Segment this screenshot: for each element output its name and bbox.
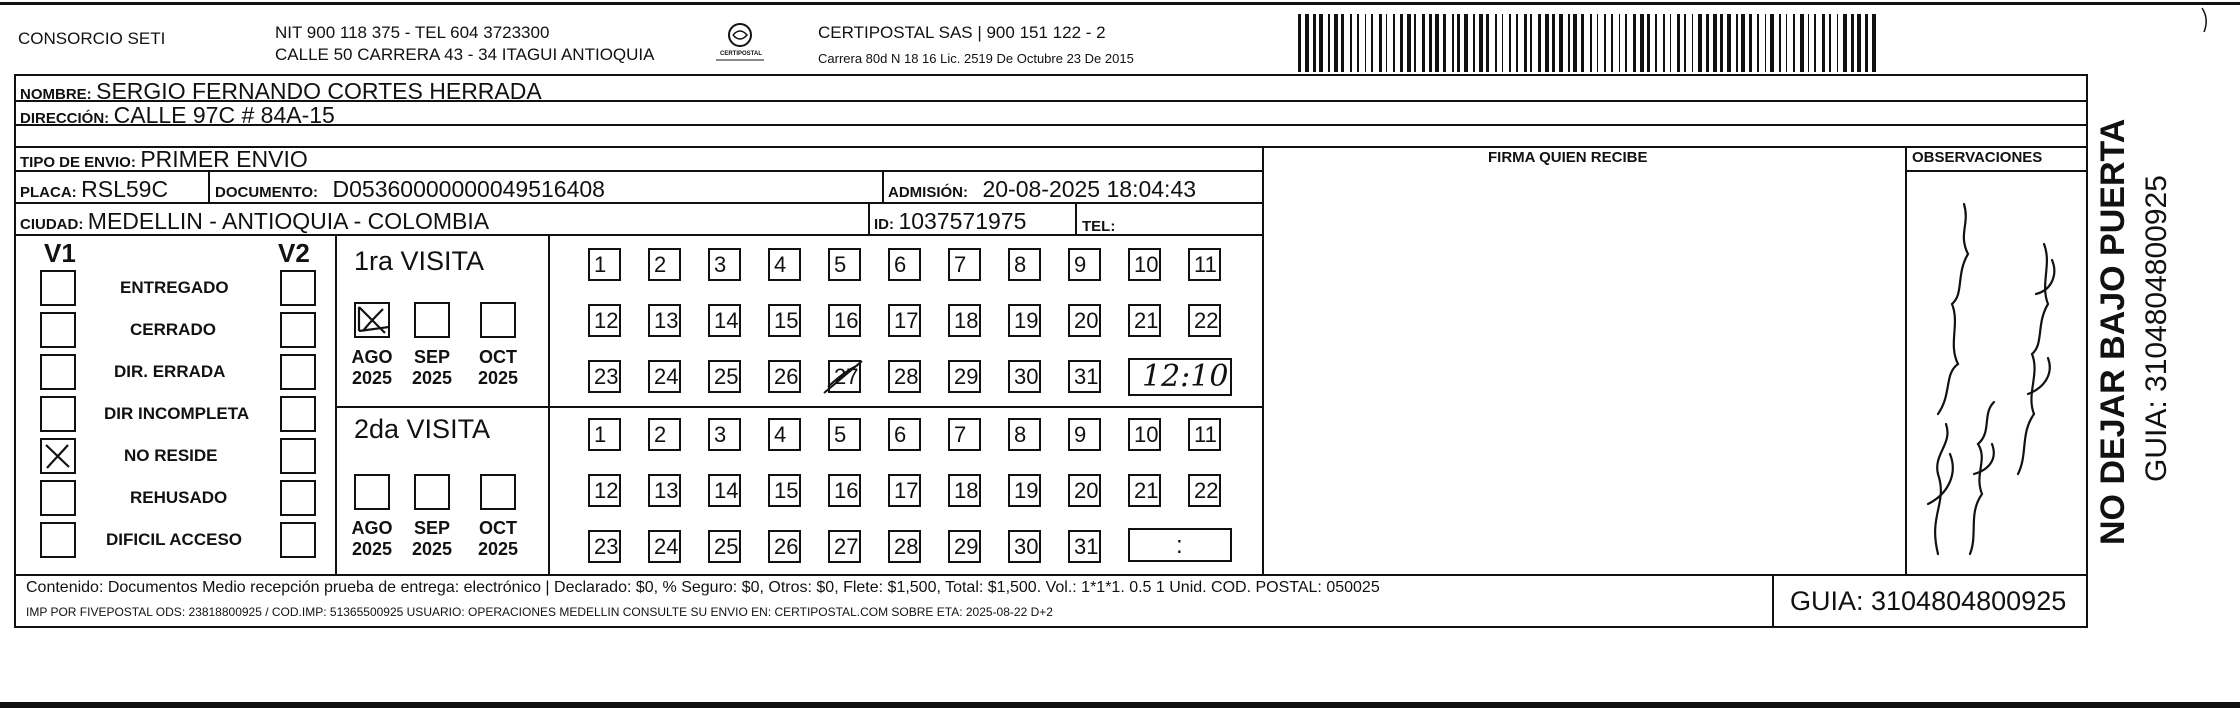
footer-guia: GUIA: 3104804800925 [1790,586,2067,616]
barcode-bar [1800,14,1804,72]
barcode-bar [1720,14,1723,72]
visit1-time-value: 12:10 [1142,359,1229,394]
barcode-bar [1851,14,1854,72]
top-border [0,2,2240,5]
visit1-day-3[interactable]: 3 [708,248,741,281]
visit2-day-24[interactable]: 24 [648,530,681,563]
checkmark-x-icon [355,303,389,337]
margin-mark [2200,6,2210,36]
barcode-bar [1545,14,1549,72]
visit1-day-25[interactable]: 25 [708,360,741,393]
visit1-day-31[interactable]: 31 [1068,360,1101,393]
visit2-day-3[interactable]: 3 [708,418,741,451]
month-name: AGO [351,518,393,538]
content-line: Contenido: Documentos Medio recepción prueba de entrega: electrónico | Declarado: $0, % Seguro: $0, Otros: $0, Flete: $1,500, Total: $1,500. Vol.: 1*1*1. 0.5 1 Unid. COD. POSTAL: 050025 [26,579,1380,596]
v1-checkbox-dir-errada[interactable] [40,354,76,390]
barcode-bar [1530,14,1532,72]
visit2-day-20[interactable]: 20 [1068,474,1101,507]
visit1-month-sep-checkbox[interactable] [414,302,450,338]
visit2-month-ago-label [346,518,398,559]
visit2-month-ago-checkbox[interactable] [354,474,390,510]
address-field [20,104,335,127]
barcode-bar [1422,14,1425,72]
col-line [882,172,884,202]
barcode-bar [1590,14,1592,72]
visit1-day-17[interactable]: 17 [888,304,921,337]
visit2-day-5[interactable]: 5 [828,418,861,451]
visit2-day-22[interactable]: 22 [1188,474,1221,507]
barcode-bar [1814,14,1816,72]
barcode-bar [1727,14,1731,72]
visit1-day-24[interactable]: 24 [648,360,681,393]
barcode-bar [1770,14,1774,72]
visit1-day-26[interactable]: 26 [768,360,801,393]
visit1-day-19[interactable]: 19 [1008,304,1041,337]
observations-header: OBSERVACIONES [1912,149,2043,166]
month-year: 2025 [411,367,453,388]
col-line [1262,146,1264,574]
checkmark-x-icon [41,439,75,473]
barcode-bar [1573,14,1577,72]
id-label: ID: [874,216,894,233]
visit1-day-21[interactable]: 21 [1128,304,1161,337]
month-year: 2025 [477,538,519,559]
barcode-bar [1357,14,1359,72]
visit1-day-5[interactable]: 5 [828,248,861,281]
barcode-bar [1872,14,1876,72]
reason-dir-incompleta: DIR INCOMPLETA [104,404,250,423]
barcode-bar [1655,14,1657,72]
barcode-bar [1509,14,1511,72]
col-line [335,236,337,574]
barcode-bar [1393,14,1395,72]
document-label: DOCUMENTO: [215,184,319,201]
v2-checkbox-no-reside[interactable] [280,438,316,474]
barcode-bar [1319,14,1323,72]
col-line [1905,146,1907,574]
visit2-day-11[interactable]: 11 [1188,418,1221,451]
barcode-bar [1379,14,1382,72]
address-label: DIRECCIÓN: [20,110,110,127]
v1-checkbox-rehusado[interactable] [40,480,76,516]
row-line [335,406,1264,408]
visit2-day-16[interactable]: 16 [828,474,861,507]
visit1-day-11[interactable]: 11 [1188,248,1221,281]
visit2-month-sep-checkbox[interactable] [414,474,450,510]
certipostal-line: CERTIPOSTAL SAS | 900 151 122 - 2 [818,23,1106,42]
visit2-day-15[interactable]: 15 [768,474,801,507]
document-value: D05360000000049516408 [332,176,605,202]
visit1-day-30[interactable]: 30 [1008,360,1041,393]
month-year: 2025 [411,538,453,559]
barcode-bar [1516,14,1518,72]
visit1-day-14[interactable]: 14 [708,304,741,337]
month-name: SEP [413,347,451,367]
barcode-bar [1538,14,1541,72]
barcode-bar [1452,14,1454,72]
barcode-bar [1663,14,1665,72]
col-line [868,204,870,234]
signature-area[interactable] [1266,172,1902,572]
barcode-bar [1736,14,1738,72]
barcode-bar [1350,14,1352,72]
reason-cerrado: CERRADO [130,320,216,339]
reason-dificil-acceso: DIFICIL ACCESO [106,530,243,549]
no-dejar-bajo-puerta: NO DEJAR BAJO PUERTA [2094,118,2132,545]
name-label: NOMBRE: [20,86,92,103]
document-field [215,178,605,201]
visit2-day-30[interactable]: 30 [1008,530,1041,563]
id-field [874,210,1026,233]
id-value: 1037571975 [898,208,1027,234]
v2-checkbox-dir-incompleta[interactable] [280,396,316,432]
reason-dir-errada: DIR. ERRADA [114,362,226,381]
barcode-bar [1443,14,1446,72]
certipostal-logo [712,20,768,68]
barcode-bar [1414,14,1416,72]
barcode-bar [1581,14,1584,72]
tel-field [1082,212,1115,235]
admission-field [888,178,1196,201]
visit1-title: 1ra VISITA [354,246,485,276]
admission-value: 20-08-2025 18:04:43 [982,176,1197,202]
barcode-bar [1837,14,1838,72]
v1-checkbox-cerrado[interactable] [40,312,76,348]
barcode-bar [1568,14,1570,72]
v1-checkbox-entregado[interactable] [40,270,76,306]
visit1-day-4[interactable]: 4 [768,248,801,281]
barcode-bar [1640,14,1644,72]
visit2-day-14[interactable]: 14 [708,474,741,507]
col-line [548,236,550,574]
col-line [1772,574,1774,628]
barcode-bar [1334,14,1338,72]
v2-checkbox-dificil-acceso[interactable] [280,522,316,558]
visit1-time-box[interactable] [1128,358,1232,396]
visit2-day-4[interactable]: 4 [768,418,801,451]
month-name: SEP [413,518,451,538]
barcode-bar [1684,14,1686,72]
month-year: 2025 [351,538,393,559]
name-value: SERGIO FERNANDO CORTES HERRADA [96,78,542,104]
reason-no-reside: NO RESIDE [124,446,218,465]
visit1-day-28[interactable]: 28 [888,360,921,393]
barcode-bar [1741,14,1745,72]
barcode-bar [1625,14,1627,72]
barcode-bar [1305,14,1309,72]
visit2-day-6[interactable]: 6 [888,418,921,451]
row-line [14,574,2088,576]
nit-line: NIT 900 118 375 - TEL 604 3723300 [275,23,550,42]
barcode-bar [1633,14,1636,72]
month-name: OCT [479,347,517,367]
type-field [20,148,308,171]
v2-checkbox-entregado[interactable] [280,270,316,306]
barcode-bar [1597,14,1598,72]
barcode-bar [1706,14,1709,72]
barcode-bar [1298,14,1301,72]
barcode-bar [1407,14,1411,72]
visit2-day-23[interactable]: 23 [588,530,621,563]
visit1-month-ago-checkbox[interactable] [354,302,390,338]
barcode-bar [1313,14,1316,72]
visit1-day-10[interactable]: 10 [1128,248,1161,281]
signature-header: FIRMA QUIEN RECIBE [1488,149,1648,166]
city-value: MEDELLIN - ANTIOQUIA - COLOMBIA [87,208,490,234]
barcode-bar [1765,14,1766,72]
address-value: CALLE 97C # 84A-15 [113,102,335,128]
barcode-bar [1479,14,1483,72]
visit2-day-1[interactable]: 1 [588,418,621,451]
plate-value: RSL59C [81,176,169,202]
visit1-day-18[interactable]: 18 [948,304,981,337]
barcode-bar [1604,14,1606,72]
barcode-bar [1749,14,1752,72]
barcode-bar [1829,14,1831,72]
barcode-bar [1473,14,1475,72]
visit2-title: 2da VISITA [354,414,491,444]
month-name: AGO [351,347,393,367]
barcode [1296,14,1886,72]
v2-label: V2 [278,238,310,268]
barcode-bar [1786,14,1787,72]
city-field [20,210,489,233]
visit2-day-28[interactable]: 28 [888,530,921,563]
visit2-day-10[interactable]: 10 [1128,418,1161,451]
visit1-day-27[interactable]: 27 [828,360,861,393]
col-line [1075,204,1077,234]
visit2-day-21[interactable]: 21 [1128,474,1161,507]
visit2-time-box[interactable] [1128,528,1232,562]
barcode-bar [1619,14,1620,72]
admission-label: ADMISIÓN: [888,184,968,201]
v2-checkbox-dir-errada[interactable] [280,354,316,390]
visit2-day-19[interactable]: 19 [1008,474,1041,507]
visit1-day-1[interactable]: 1 [588,248,621,281]
v1-checkbox-dificil-acceso[interactable] [40,522,76,558]
barcode-bar [1757,14,1759,72]
row-line [14,234,1264,236]
visit2-month-oct-label [472,518,524,559]
strike-mark-icon [822,357,866,397]
visit1-day-29[interactable]: 29 [948,360,981,393]
barcode-bar [1464,14,1468,72]
visit1-day-7[interactable]: 7 [948,248,981,281]
name-field [20,80,542,103]
barcode-bar [1328,14,1330,72]
visit2-day-29[interactable]: 29 [948,530,981,563]
plate-field [20,178,168,201]
observations-handwriting [1908,174,2084,572]
row-line [14,146,2088,148]
barcode-bar [1386,14,1387,72]
barcode-bar [1552,14,1555,72]
barcode-bar [1611,14,1613,72]
barcode-bar [1341,14,1344,72]
barcode-bar [1365,14,1366,72]
visit2-day-25[interactable]: 25 [708,530,741,563]
v1-checkbox-no-reside[interactable] [40,438,76,474]
tel-label: TEL: [1082,218,1116,235]
visit1-day-13[interactable]: 13 [648,304,681,337]
imp-line: IMP POR FIVEPOSTAL ODS: 23818800925 / COD.IMP: 51365500925 USUARIO: OPERACIONES MEDELLIN CONSULTE SU ENVIO EN: CERTIPOSTAL.COM SOBRE ETA: 2025-08-22 D+2 [26,605,1053,619]
visit2-day-12[interactable]: 12 [588,474,621,507]
visit2-month-oct-checkbox[interactable] [480,474,516,510]
visit2-day-2[interactable]: 2 [648,418,681,451]
v1-checkbox-dir-incompleta[interactable] [40,396,76,432]
plate-label: PLACA: [20,184,77,201]
visit1-day-8[interactable]: 8 [1008,248,1041,281]
v2-checkbox-cerrado[interactable] [280,312,316,348]
barcode-bar [1647,14,1650,72]
barcode-bar [1524,14,1527,72]
visit2-day-18[interactable]: 18 [948,474,981,507]
barcode-bar [1429,14,1432,72]
visit1-day-2[interactable]: 2 [648,248,681,281]
barcode-bar [1865,14,1868,72]
side-guia: GUIA: 3104804800925 [2140,175,2173,482]
visit1-day-9[interactable]: 9 [1068,248,1101,281]
reason-entregado: ENTREGADO [120,278,229,297]
visit1-month-oct-label [472,347,524,388]
col-line [208,172,210,202]
month-year: 2025 [477,367,519,388]
visit2-day-27[interactable]: 27 [828,530,861,563]
logo-text: CERTIPOSTAL [720,51,762,57]
barcode-bar [1822,14,1825,72]
type-value: PRIMER ENVIO [140,146,308,172]
barcode-bar [1793,14,1795,72]
barcode-bar [1457,14,1460,72]
visit1-day-12[interactable]: 12 [588,304,621,337]
visit2-day-13[interactable]: 13 [648,474,681,507]
barcode-bar [1713,14,1717,72]
barcode-bar [1857,14,1861,72]
barcode-bar [1808,14,1809,72]
barcode-bar [1486,14,1489,72]
visit2-day-31[interactable]: 31 [1068,530,1101,563]
v2-checkbox-rehusado[interactable] [280,480,316,516]
barcode-bar [1502,14,1503,72]
col-line [2086,146,2088,574]
barcode-bar [1400,14,1403,72]
visit2-day-9[interactable]: 9 [1068,418,1101,451]
visit1-day-23[interactable]: 23 [588,360,621,393]
visit2-day-17[interactable]: 17 [888,474,921,507]
visit2-month-sep-label [406,518,458,559]
barcode-bar [1677,14,1680,72]
visit1-day-20[interactable]: 20 [1068,304,1101,337]
visit2-day-26[interactable]: 26 [768,530,801,563]
row-line [1905,170,2088,172]
barcode-bar [1559,14,1563,72]
company-name: CONSORCIO SETI [18,29,166,48]
visit2-day-8[interactable]: 8 [1008,418,1041,451]
reason-rehusado: REHUSADO [130,488,228,507]
visit1-day-22[interactable]: 22 [1188,304,1221,337]
barcode-bar [1698,14,1702,72]
visit2-day-7[interactable]: 7 [948,418,981,451]
visit1-day-6[interactable]: 6 [888,248,921,281]
visit1-month-sep-label [406,347,458,388]
city-label: CIUDAD: [20,216,84,233]
barcode-bar [1692,14,1693,72]
month-year: 2025 [351,367,393,388]
visit2-time-value: : [1176,532,1183,559]
v1-label: V1 [44,238,76,268]
barcode-bar [1843,14,1847,72]
barcode-bar [1495,14,1497,72]
barcode-bar [1779,14,1781,72]
visit1-day-16[interactable]: 16 [828,304,861,337]
barcode-bar [1371,14,1373,72]
company-address: CALLE 50 CARRERA 43 - 34 ITAGUI ANTIOQUIA [275,45,655,64]
bottom-border [0,702,2240,708]
license-line: Carrera 80d N 18 16 Lic. 2519 De Octubre 23 De 2015 [818,51,1134,66]
barcode-bar [1435,14,1439,72]
type-label: TIPO DE ENVIO: [20,154,136,171]
visit1-month-oct-checkbox[interactable] [480,302,516,338]
barcode-bar [1670,14,1671,72]
visit1-month-ago-label [346,347,398,388]
visit1-day-15[interactable]: 15 [768,304,801,337]
month-name: OCT [479,518,517,538]
